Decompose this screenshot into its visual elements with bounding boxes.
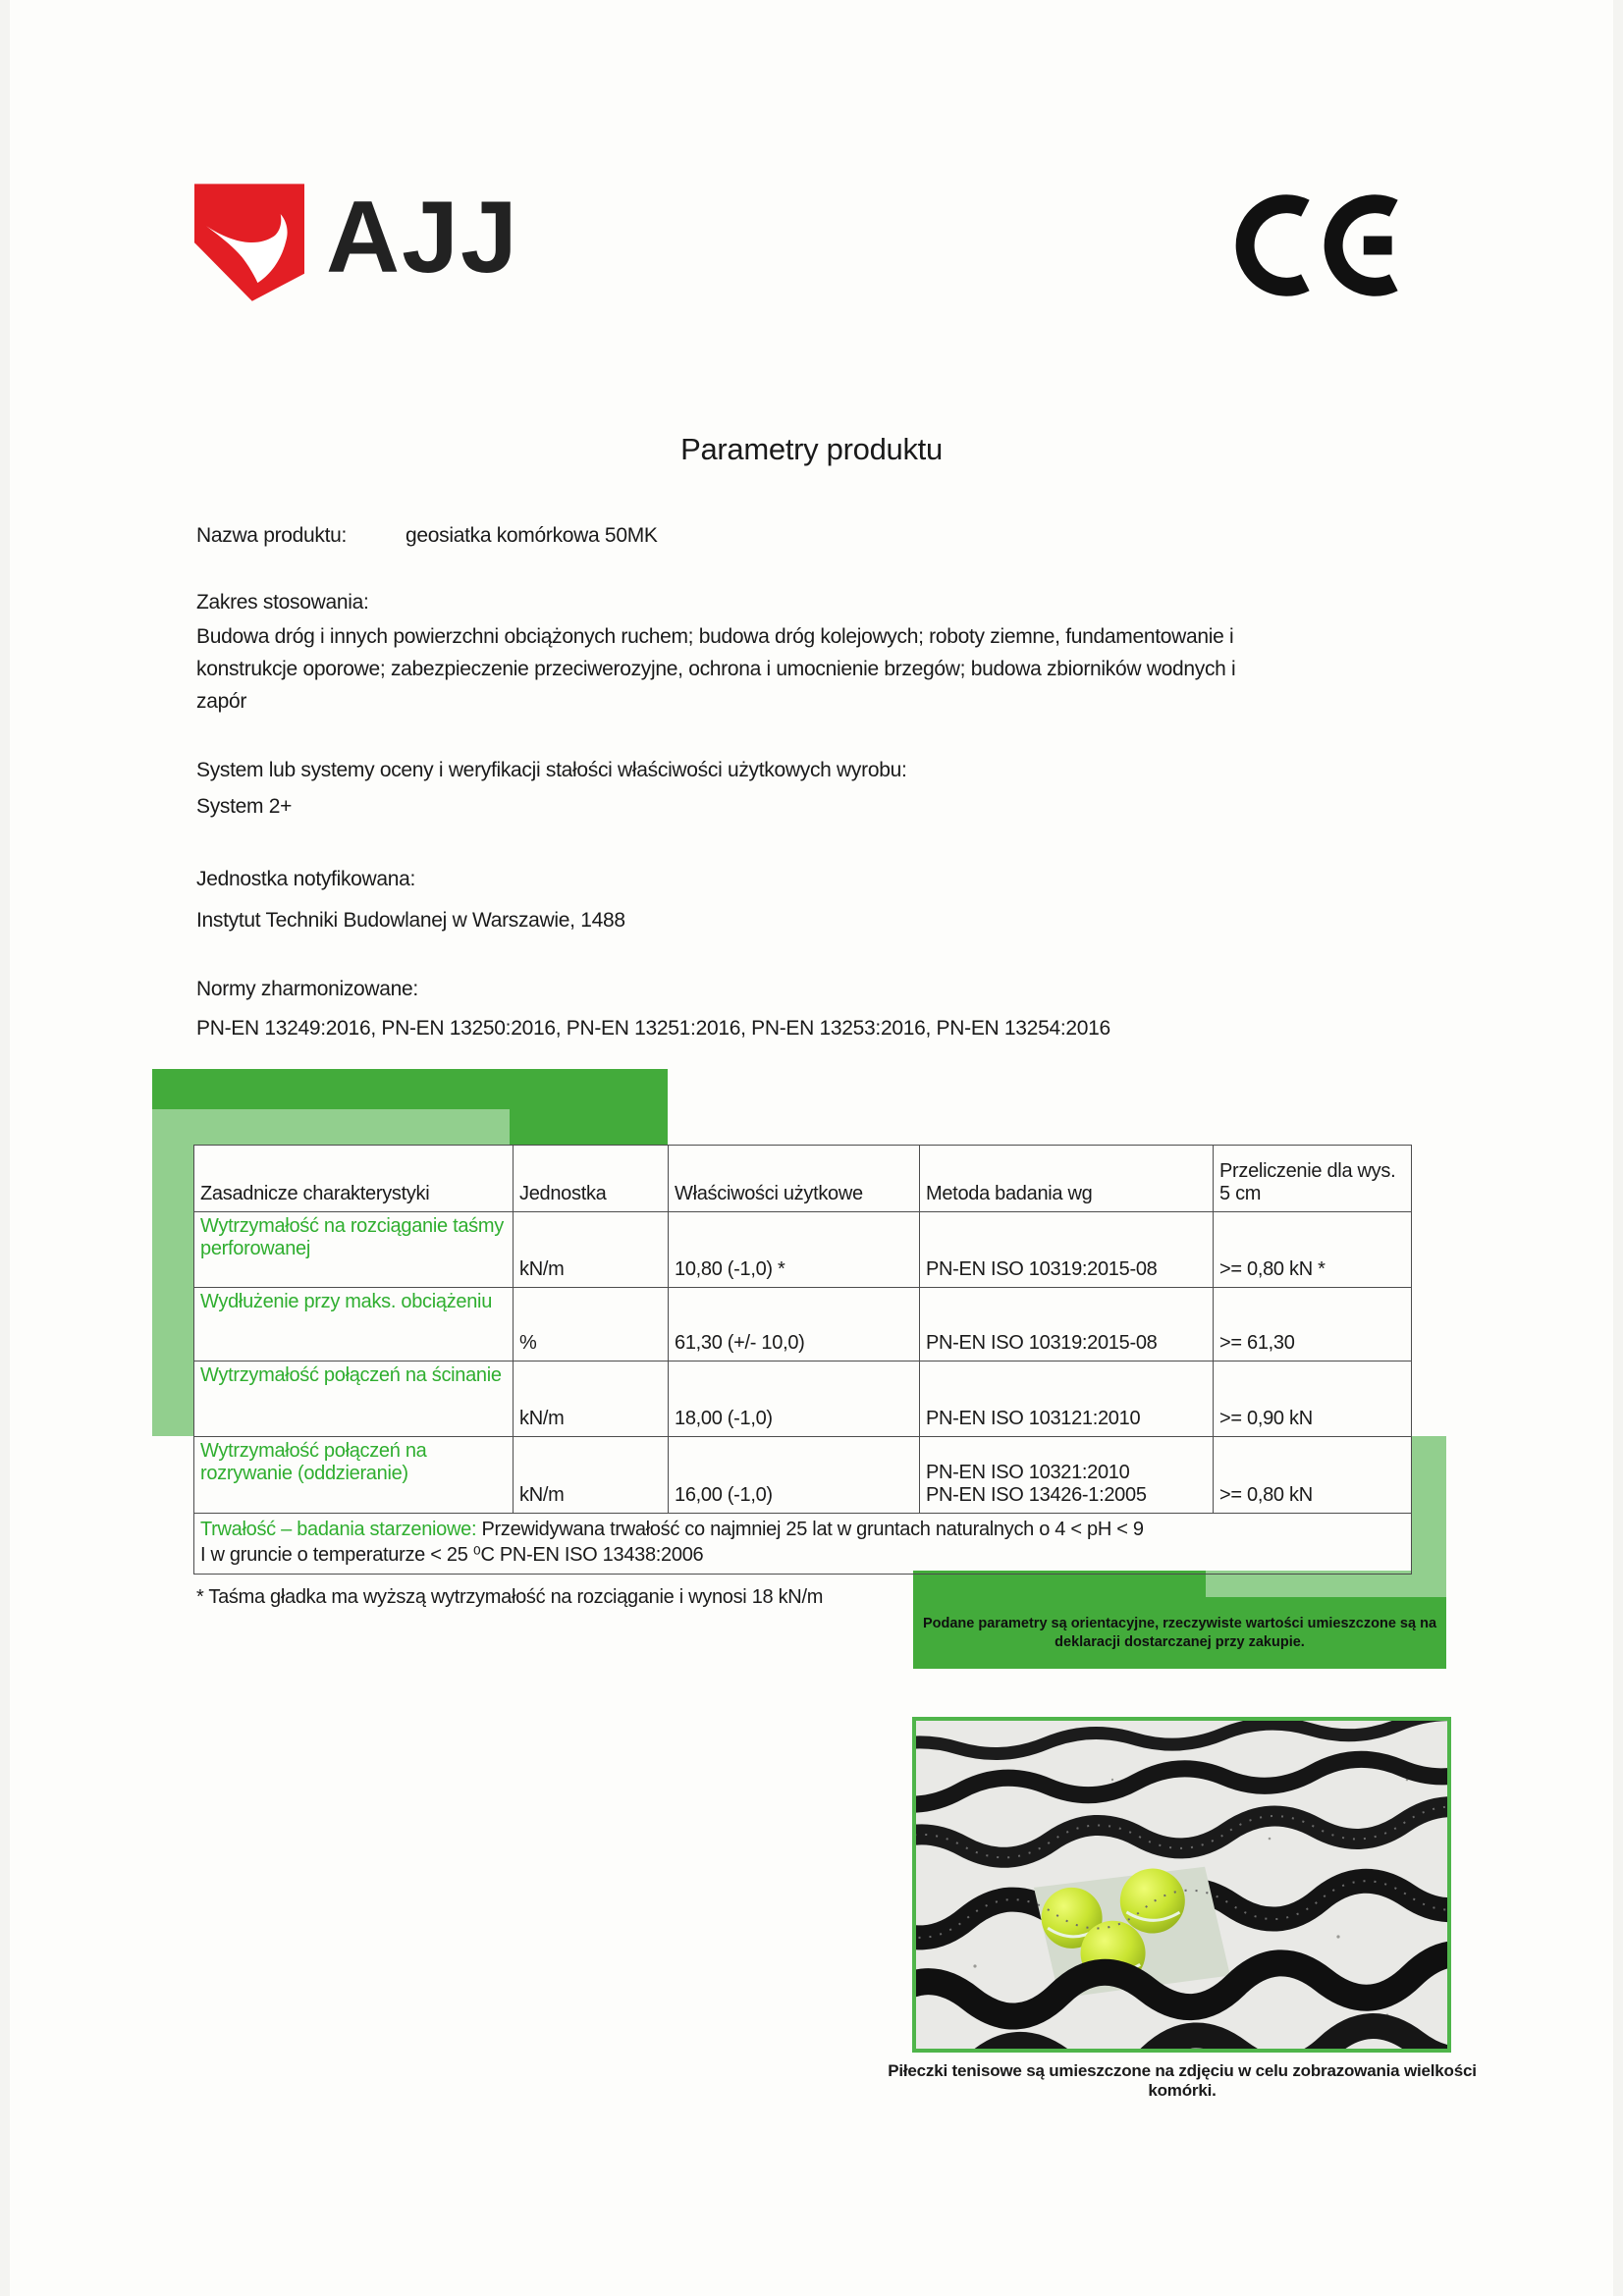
ce-mark-icon — [1229, 187, 1406, 304]
parameters-table — [193, 1145, 1412, 1575]
table-header-row — [194, 1146, 1412, 1212]
notified-body-value: Instytut Techniki Budowlanej w Warszawie, 1488 — [196, 909, 625, 932]
col-header-characteristics: Zasadnicze charakterystyki — [194, 1146, 514, 1212]
page-title: Parametry produktu — [680, 432, 943, 466]
assessment-system-value: System 2+ — [196, 795, 293, 818]
row-name: Wytrzymałość połączeń na ścinanie — [194, 1362, 514, 1437]
geocell-photo-image — [916, 1721, 1447, 2049]
decor-green-block-dark2 — [510, 1109, 668, 1145]
scope-line: zapór — [196, 690, 247, 713]
durability-text: Przewidywana trwałość co najmniej 25 lat w gruntach naturalnych o 4 < pH < 9 — [476, 1519, 1144, 1540]
company-logo — [194, 180, 607, 312]
row-conversion: >= 0,90 kN — [1214, 1362, 1412, 1437]
row-unit: kN/m — [514, 1437, 669, 1514]
row-method: PN-EN ISO 103121:2010 — [920, 1362, 1214, 1437]
durability-row — [194, 1514, 1412, 1575]
durability-line1 — [200, 1517, 1405, 1542]
harmonized-norms-value: PN-EN 13249:2016, PN-EN 13250:2016, PN-EN 13251:2016, PN-EN 13253:2016, PN-EN 13254:2016 — [196, 1017, 1110, 1040]
table-row — [194, 1362, 1412, 1437]
decor-green-strip-left — [152, 1145, 194, 1436]
scope-paragraph — [196, 620, 1453, 718]
product-name-value: geosiatka komórkowa 50MK — [406, 524, 658, 547]
decor-green-strip-bottom-dark — [913, 1571, 1206, 1597]
assessment-system-label: System lub systemy oceny i weryfikacji stałości właściwości użytkowych wyrobu: — [196, 759, 907, 781]
scope-line: Budowa dróg i innych powierzchni obciążonych ruchem; budowa dróg kolejowych; roboty ziemne, fundamentowanie i — [196, 625, 1234, 648]
logo-text: AJJ — [326, 181, 519, 294]
decor-green-block-dark — [152, 1069, 668, 1109]
durability-line2: I w gruncie o temperaturze < 25 ⁰C PN-EN ISO 13438:2006 — [200, 1544, 704, 1566]
product-name-row — [196, 519, 658, 552]
row-name: Wytrzymałość na rozciąganie taśmy perforowanej — [194, 1212, 514, 1288]
harmonized-norms-label: Normy zharmonizowane: — [196, 978, 418, 1000]
scope-line: konstrukcje oporowe; zabezpieczenie przeciwerozyjne, ochrona i umocnienie brzegów; budowa zbiorników wodnych i — [196, 658, 1236, 680]
row-conversion: >= 0,80 kN * — [1214, 1212, 1412, 1288]
row-unit: kN/m — [514, 1212, 669, 1288]
notice-text: Podane parametry są orientacyjne, rzeczywiste wartości umieszczone są na deklaracji dostarczanej przy zakupie. — [922, 1615, 1437, 1650]
decor-green-block-light — [152, 1109, 510, 1145]
row-unit: % — [514, 1288, 669, 1362]
photo-caption: Piłeczki tenisowe są umieszczone na zdjęciu w celu zobrazowania wielkości komórki. — [888, 2061, 1477, 2100]
row-value: 10,80 (-1,0) * — [669, 1212, 920, 1288]
row-name: Wydłużenie przy maks. obciążeniu — [194, 1288, 514, 1362]
col-header-conversion: Przeliczenie dla wys. 5 cm — [1214, 1146, 1412, 1212]
footnote: * Taśma gładka ma wyższą wytrzymałość na rozciąganie i wynosi 18 kN/m — [196, 1586, 824, 1608]
row-value: 16,00 (-1,0) — [669, 1437, 920, 1514]
decor-green-strip-bottom-light — [1206, 1571, 1446, 1597]
durability-label: Trwałość – badania starzeniowe: — [200, 1519, 477, 1540]
row-unit: kN/m — [514, 1362, 669, 1437]
row-conversion: >= 61,30 — [1214, 1288, 1412, 1362]
row-method-line: PN-EN ISO 10321:2010 — [926, 1462, 1130, 1483]
col-header-unit: Jednostka — [514, 1146, 669, 1212]
scan-edge-left — [0, 0, 10, 2296]
table-row — [194, 1288, 1412, 1362]
row-method-line: PN-EN ISO 13426-1:2005 — [926, 1484, 1147, 1506]
row-method: PN-EN ISO 10319:2015-08 — [920, 1212, 1214, 1288]
logo-emblem-icon — [194, 180, 304, 307]
row-method: PN-EN ISO 10319:2015-08 — [920, 1288, 1214, 1362]
notice-box — [913, 1597, 1446, 1669]
table-row — [194, 1212, 1412, 1288]
geocell-photo — [912, 1717, 1451, 2053]
notified-body-label: Jednostka notyfikowana: — [196, 868, 416, 890]
row-method — [920, 1437, 1214, 1514]
product-name-label: Nazwa produktu: — [196, 524, 348, 547]
table-row — [194, 1437, 1412, 1514]
row-conversion: >= 0,80 kN — [1214, 1437, 1412, 1514]
row-value: 18,00 (-1,0) — [669, 1362, 920, 1437]
col-header-method: Metoda badania wg — [920, 1146, 1214, 1212]
col-header-performance: Właściwości użytkowe — [669, 1146, 920, 1212]
row-value: 61,30 (+/- 10,0) — [669, 1288, 920, 1362]
scope-label: Zakres stosowania: — [196, 591, 369, 614]
scan-edge-right — [1613, 0, 1623, 2296]
row-name: Wytrzymałość połączeń na rozrywanie (oddzieranie) — [194, 1437, 514, 1514]
